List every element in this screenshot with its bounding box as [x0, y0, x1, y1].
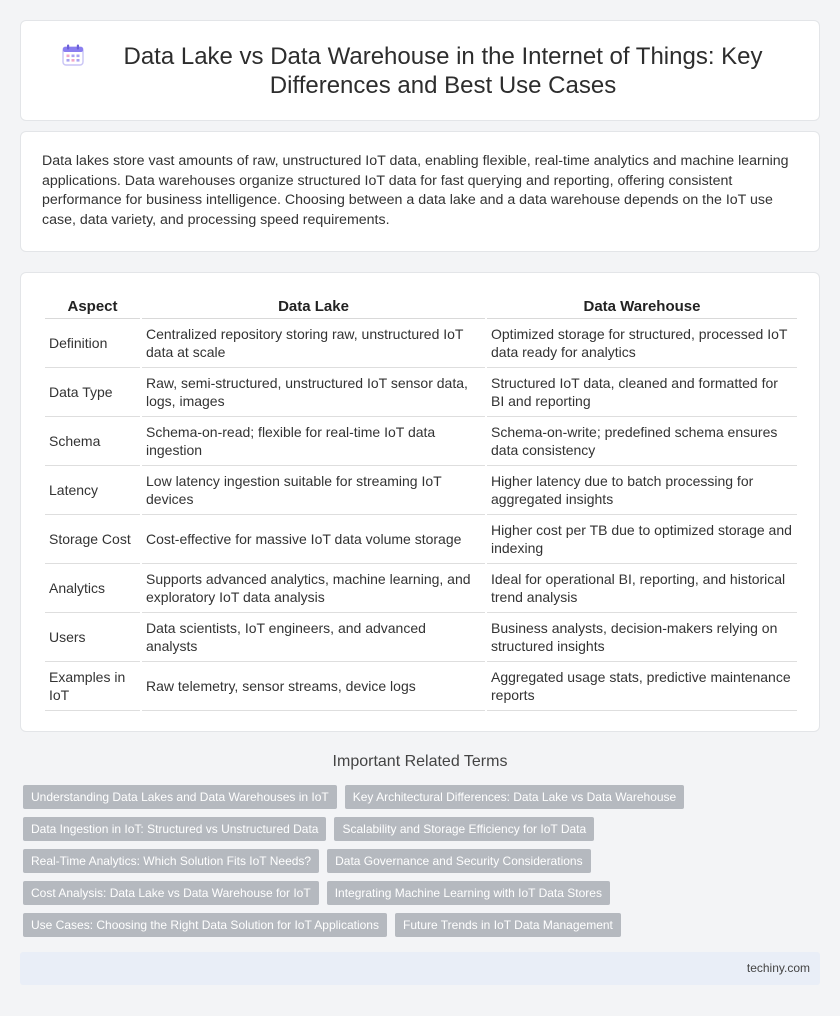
related-terms-tags	[23, 785, 823, 945]
data-lake-cell: Supports advanced analytics, machine learning, and exploratory IoT data analysis	[142, 564, 485, 613]
aspect-cell: Definition	[45, 319, 140, 368]
related-term-tag[interactable]: Use Cases: Choosing the Right Data Solution for IoT Applications	[23, 913, 387, 937]
table-row	[45, 466, 797, 515]
column-header-data-lake: Data Lake	[142, 295, 485, 319]
data-lake-cell: Cost-effective for massive IoT data volume storage	[142, 515, 485, 564]
aspect-cell: Latency	[45, 466, 140, 515]
related-term-tag[interactable]: Real-Time Analytics: Which Solution Fits IoT Needs?	[23, 849, 319, 873]
table-row	[45, 417, 797, 466]
table-header-row	[45, 295, 797, 319]
footer	[20, 952, 820, 985]
table-row	[45, 319, 797, 368]
intro-card	[20, 131, 820, 252]
tag-row	[23, 817, 823, 841]
table-row	[45, 368, 797, 417]
aspect-cell: Analytics	[45, 564, 140, 613]
related-term-tag[interactable]: Scalability and Storage Efficiency for IoT Data	[334, 817, 594, 841]
column-header-data-warehouse: Data Warehouse	[487, 295, 797, 319]
aspect-cell: Data Type	[45, 368, 140, 417]
data-warehouse-cell: Aggregated usage stats, predictive maintenance reports	[487, 662, 797, 711]
data-lake-cell: Low latency ingestion suitable for streaming IoT devices	[142, 466, 485, 515]
footer-site-link[interactable]: techiny.com	[746, 961, 810, 975]
tag-row	[23, 913, 823, 937]
related-term-tag[interactable]: Data Ingestion in IoT: Structured vs Unstructured Data	[23, 817, 326, 841]
comparison-table	[43, 295, 799, 711]
data-warehouse-cell: Higher cost per TB due to optimized storage and indexing	[487, 515, 797, 564]
column-header-aspect: Aspect	[45, 295, 140, 319]
aspect-cell: Schema	[45, 417, 140, 466]
tag-row	[23, 785, 823, 809]
header-card	[20, 20, 820, 121]
related-term-tag[interactable]: Cost Analysis: Data Lake vs Data Warehouse for IoT	[23, 881, 319, 905]
related-terms-title: Important Related Terms	[332, 753, 508, 770]
aspect-cell: Examples in IoT	[45, 662, 140, 711]
comparison-table-card	[20, 272, 820, 732]
table-row	[45, 564, 797, 613]
aspect-cell: Users	[45, 613, 140, 662]
table-row	[45, 662, 797, 711]
table-row	[45, 515, 797, 564]
data-lake-cell: Centralized repository storing raw, unstructured IoT data at scale	[142, 319, 485, 368]
related-term-tag[interactable]: Integrating Machine Learning with IoT Data Stores	[327, 881, 610, 905]
table-row	[45, 613, 797, 662]
aspect-cell: Storage Cost	[45, 515, 140, 564]
data-warehouse-cell: Optimized storage for structured, processed IoT data ready for analytics	[487, 319, 797, 368]
data-lake-cell: Raw telemetry, sensor streams, device logs	[142, 662, 485, 711]
tag-row	[23, 849, 823, 873]
data-warehouse-cell: Business analysts, decision-makers relying on structured insights	[487, 613, 797, 662]
tag-row	[23, 881, 823, 905]
related-term-tag[interactable]: Understanding Data Lakes and Data Warehouses in IoT	[23, 785, 337, 809]
data-warehouse-cell: Structured IoT data, cleaned and formatted for BI and reporting	[487, 368, 797, 417]
related-term-tag[interactable]: Data Governance and Security Considerations	[327, 849, 590, 873]
calendar-icon	[61, 43, 85, 67]
data-lake-cell: Raw, semi-structured, unstructured IoT sensor data, logs, images	[142, 368, 485, 417]
page-title: Data Lake vs Data Warehouse in the Internet of Things: Key Differences and Best Use Cases	[123, 42, 763, 99]
data-warehouse-cell: Ideal for operational BI, reporting, and historical trend analysis	[487, 564, 797, 613]
related-term-tag[interactable]: Key Architectural Differences: Data Lake vs Data Warehouse	[345, 785, 685, 809]
data-lake-cell: Data scientists, IoT engineers, and advanced analysts	[142, 613, 485, 662]
data-warehouse-cell: Higher latency due to batch processing for aggregated insights	[487, 466, 797, 515]
related-term-tag[interactable]: Future Trends in IoT Data Management	[395, 913, 621, 937]
data-lake-cell: Schema-on-read; flexible for real-time IoT data ingestion	[142, 417, 485, 466]
intro-paragraph: Data lakes store vast amounts of raw, unstructured IoT data, enabling flexible, real-time analytics and machine learning applications. Data warehouses organize structured IoT data for fast querying and reporting, offering consistent performance for business intelligence. Choosing between a data lake and a data warehouse depends on the IoT use case, data variety, and processing speed requirements.	[42, 153, 789, 228]
data-warehouse-cell: Schema-on-write; predefined schema ensures data consistency	[487, 417, 797, 466]
